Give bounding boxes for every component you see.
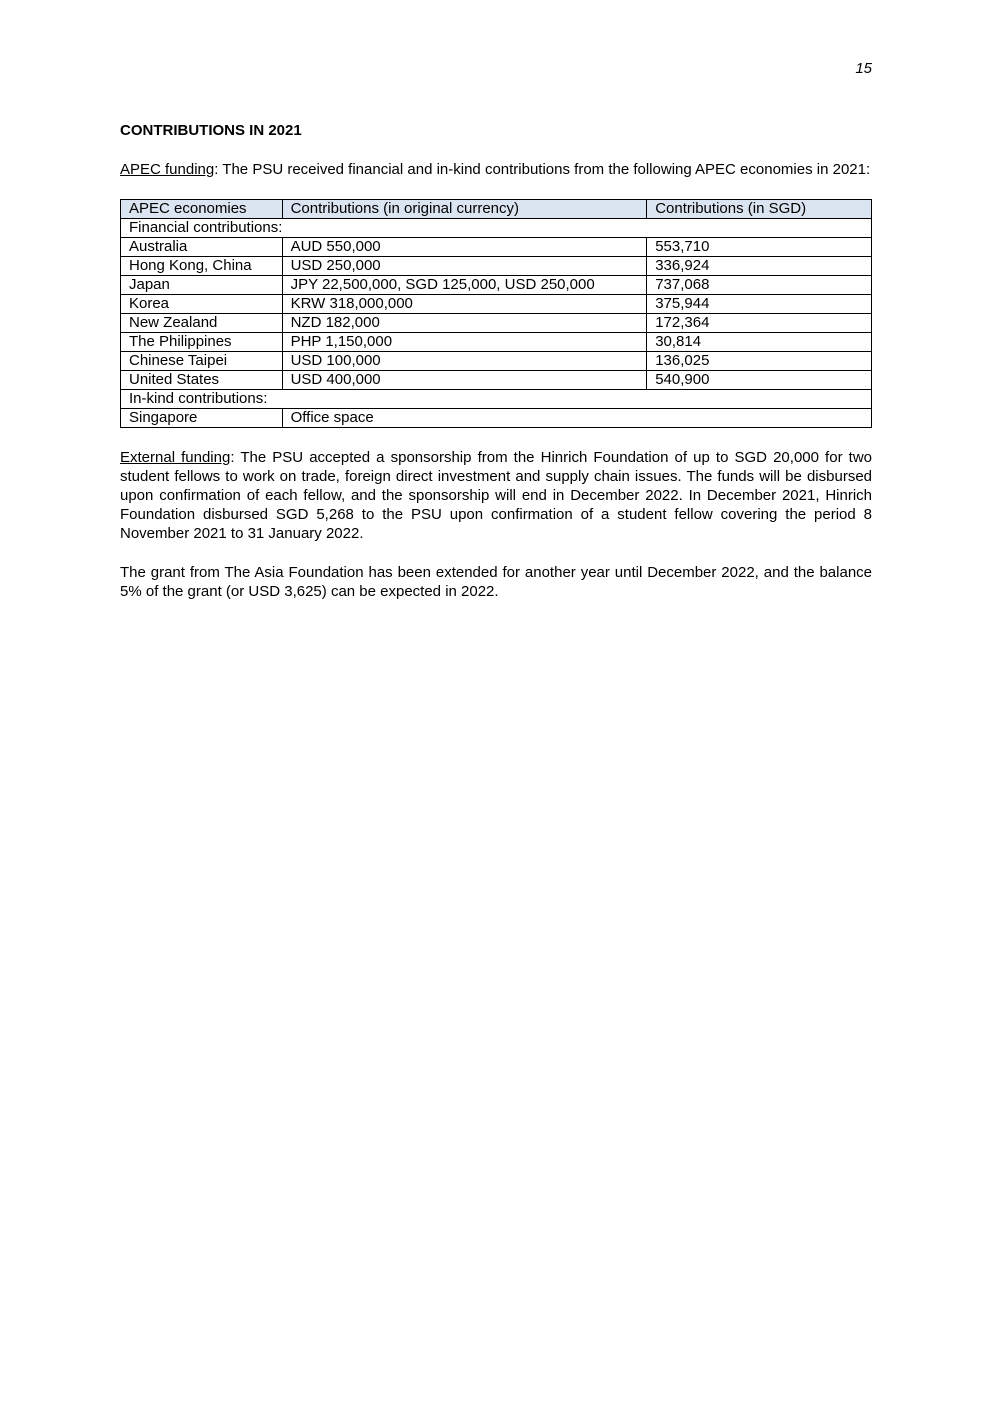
header-original-currency: Contributions (in original currency) xyxy=(282,200,647,219)
table-row xyxy=(121,238,872,257)
table-row xyxy=(121,352,872,371)
economy-cell: United States xyxy=(121,371,283,390)
contributions-table xyxy=(120,199,872,428)
table-section-row xyxy=(121,390,872,409)
original-currency-cell: Office space xyxy=(282,409,871,428)
table-row xyxy=(121,333,872,352)
external-funding-label: External funding xyxy=(120,449,231,466)
page-number: 15 xyxy=(855,60,872,77)
table-row xyxy=(121,371,872,390)
header-economies: APEC economies xyxy=(121,200,283,219)
original-currency-cell: PHP 1,150,000 xyxy=(282,333,647,352)
sgd-cell: 553,710 xyxy=(647,238,872,257)
economy-cell: Singapore xyxy=(121,409,283,428)
economy-cell: Hong Kong, China xyxy=(121,257,283,276)
table-row xyxy=(121,257,872,276)
external-funding-paragraph xyxy=(120,448,872,543)
original-currency-cell: USD 400,000 xyxy=(282,371,647,390)
economy-cell: Japan xyxy=(121,276,283,295)
asia-foundation-paragraph: The grant from The Asia Foundation has been extended for another year until December 2022, and the balance 5% of the grant (or USD 3,625) can be expected in 2022. xyxy=(120,564,872,600)
economy-cell: The Philippines xyxy=(121,333,283,352)
original-currency-cell: JPY 22,500,000, SGD 125,000, USD 250,000 xyxy=(282,276,647,295)
document-body xyxy=(120,121,872,601)
sgd-cell: 737,068 xyxy=(647,276,872,295)
original-currency-cell: USD 100,000 xyxy=(282,352,647,371)
header-sgd: Contributions (in SGD) xyxy=(647,200,872,219)
sgd-cell: 375,944 xyxy=(647,295,872,314)
original-currency-cell: KRW 318,000,000 xyxy=(282,295,647,314)
table-body xyxy=(121,219,872,428)
sgd-cell: 540,900 xyxy=(647,371,872,390)
original-currency-cell: AUD 550,000 xyxy=(282,238,647,257)
original-currency-cell: USD 250,000 xyxy=(282,257,647,276)
economy-cell: Korea xyxy=(121,295,283,314)
section-heading: CONTRIBUTIONS IN 2021 xyxy=(120,122,302,139)
table-section-row xyxy=(121,219,872,238)
apec-funding-text: : The PSU received financial and in-kind contributions from the following APEC economies in 2021: xyxy=(214,161,871,178)
sgd-cell: 30,814 xyxy=(647,333,872,352)
section-label-cell: In-kind contributions: xyxy=(121,390,872,409)
economy-cell: New Zealand xyxy=(121,314,283,333)
apec-funding-label: APEC funding xyxy=(120,161,215,178)
apec-funding-paragraph xyxy=(120,160,872,179)
table-row xyxy=(121,295,872,314)
table-row xyxy=(121,276,872,295)
sgd-cell: 172,364 xyxy=(647,314,872,333)
table-row xyxy=(121,314,872,333)
table-row xyxy=(121,409,872,428)
external-funding-text: : The PSU accepted a sponsorship from the Hinrich Foundation of up to SGD 20,000 for two student fellows to work on trade, foreign direct investment and supply chain issues. The funds will be disbursed upon confirmation of each fellow, and the sponsorship will end in December 2022. In December 2021, Hinrich Foundation disbursed SGD 5,268 to the PSU upon confirmation of a student fellow covering the period 8 November 2021 to 31 January 2022. xyxy=(120,449,872,542)
economy-cell: Chinese Taipei xyxy=(121,352,283,371)
original-currency-cell: NZD 182,000 xyxy=(282,314,647,333)
sgd-cell: 136,025 xyxy=(647,352,872,371)
table-header-row xyxy=(121,200,872,219)
economy-cell: Australia xyxy=(121,238,283,257)
sgd-cell: 336,924 xyxy=(647,257,872,276)
section-label-cell: Financial contributions: xyxy=(121,219,872,238)
